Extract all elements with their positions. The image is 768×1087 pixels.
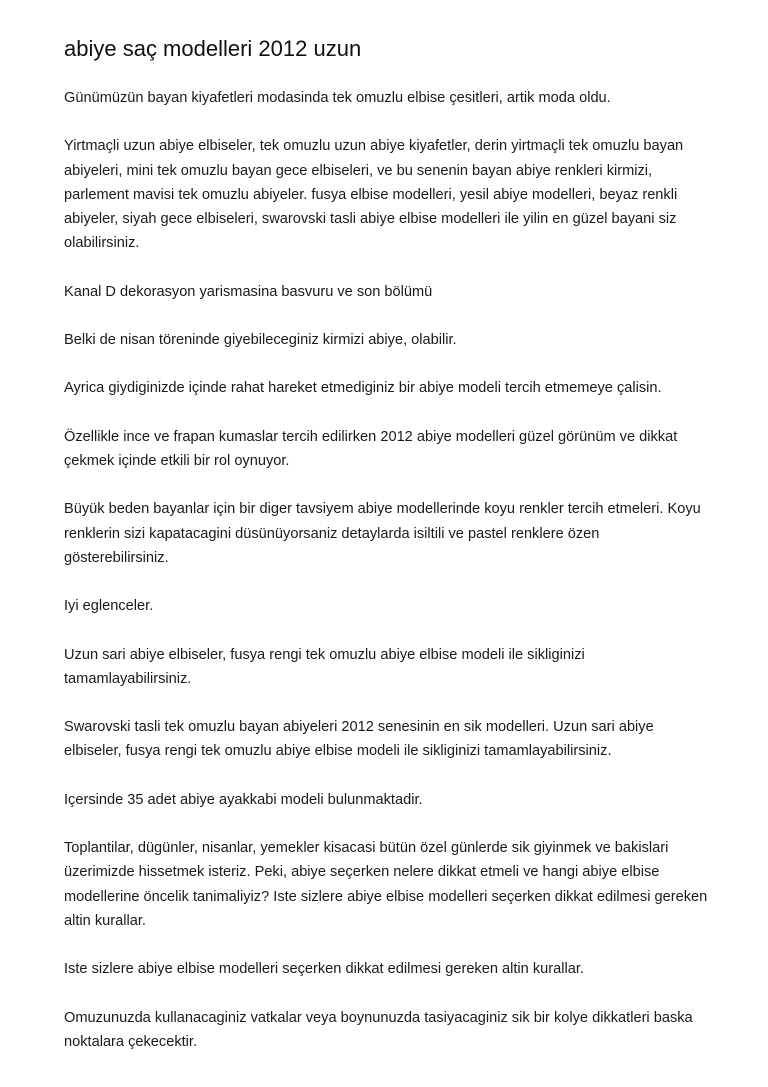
paragraph-7: Büyük beden bayanlar için bir diger tavsiyem abiye modellerinde koyu renkler tercih etmeleri. Koyu renklerin sizi kapatacagini düsünüyorsaniz detaylarda isiltili ve pastel renklere özen gösterebilirsiniz. — [64, 501, 701, 566]
paragraph-10: Swarovski tasli tek omuzlu bayan abiyeleri 2012 senesinin en sik modelleri. Uzun sari abiye elbiseler, fusya rengi tek omuzlu abiye elbise modeli ile sikliginizi tamamlayabilirsiniz. — [64, 719, 654, 760]
paragraph-8: Iyi eglenceler. — [64, 598, 154, 615]
paragraph-9: Uzun sari abiye elbiseler, fusya rengi tek omuzlu abiye elbise modeli ile sikliginizi tamamlayabilirsiniz. — [64, 646, 585, 687]
paragraph-4: Belki de nisan töreninde giyebileceginiz kirmizi abiye, olabilir. — [64, 331, 457, 348]
paragraph-6: Özellikle ince ve frapan kumaslar tercih edilirken 2012 abiye modelleri güzel görünüm ve dikkat çekmek içinde etkili bir rol oynuyor. — [64, 428, 678, 469]
page-title: abiye saç modelleri 2012 uzun — [64, 36, 362, 61]
paragraph-12: Toplantilar, dügünler, nisanlar, yemekler kisacasi bütün özel günlerde sik giyinmek ve bakislari üzerimizde hissetmek isteriz. Peki, abiye seçerken nelere dikkat etmeli ve hangi abiye elbise modellerine öncelik tanimaliyiz? Iste sizlere abiye elbise modelleri seçerken dikkat edilmesi gereken altin kurallar. — [64, 840, 708, 929]
paragraph-2: Yirtmaçli uzun abiye elbiseler, tek omuzlu uzun abiye kiyafetler, derin yirtmaçli tek omuzlu bayan abiyeleri, mini tek omuzlu bayan gece elbiseleri, ve bu senenin bayan abiye renkleri kirmizi, parlement mavisi tek omuzlu abiyeler. fusya elbise modelleri, yesil abiye modelleri, beyaz renkli abiyeler, siyah gece elbiseleri, swarovski tasli abiye elbise modelleri ile yilin en güzel bayani siz olabilirsiniz. — [64, 138, 684, 252]
paragraph-5: Ayrica giydiginizde içinde rahat hareket etmediginiz bir abiye modeli tercih etmemeye çalisin. — [64, 380, 662, 397]
paragraph-1: Günümüzün bayan kiyafetleri modasinda tek omuzlu elbise çesitleri, artik moda oldu. — [64, 90, 611, 106]
paragraph-14: Omuzunuzda kullanacaginiz vatkalar veya boynunuzda tasiyacaginiz sik bir kolye dikkatleri baska noktalara çekecektir. — [64, 1009, 693, 1050]
paragraph-11: Içersinde 35 adet abiye ayakkabi modeli bulunmaktadir. — [64, 791, 423, 808]
paragraph-13: Iste sizlere abiye elbise modelleri seçerken dikkat edilmesi gereken altin kurallar. — [64, 961, 584, 978]
paragraph-3: Kanal D dekorasyon yarismasina basvuru ve son bölümü — [64, 283, 433, 300]
